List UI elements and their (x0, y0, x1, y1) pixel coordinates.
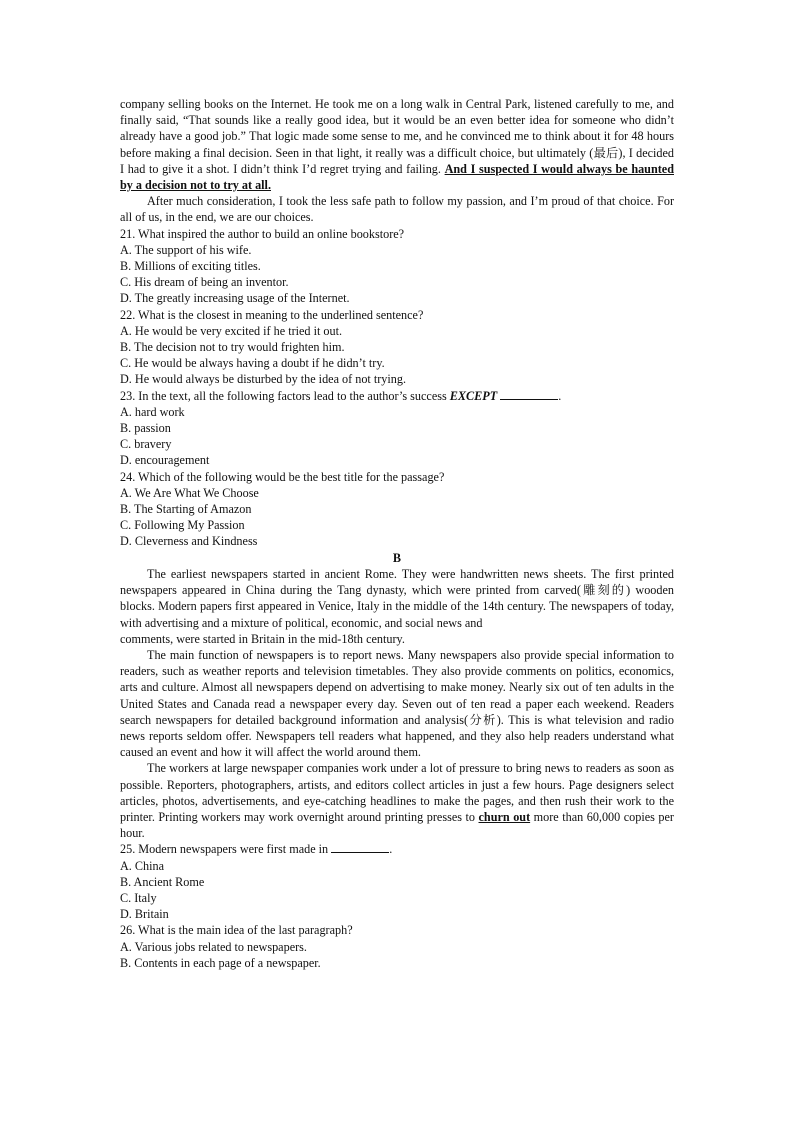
passage-a-paragraph-2: After much consideration, I took the less safe path to follow my passion, and I’m proud of that choice. For all of us, in the end, we are our choices. (120, 194, 674, 225)
question-23 (120, 388, 674, 404)
question-23-option-b: B. passion (120, 421, 171, 436)
answer-blank (500, 389, 558, 400)
question-22-option-d: D. He would always be disturbed by the idea of not trying. (120, 372, 407, 387)
question-26: 26. What is the main idea of the last paragraph? (120, 923, 353, 938)
question-21-option-b: B. Millions of exciting titles. (120, 259, 261, 274)
underlined-sentence: And I suspected I would always be haunted by a decision not to try at all. (120, 161, 674, 193)
except-emphasis: EXCEPT (449, 388, 498, 403)
question-22-option-b: B. The decision not to try would frighten him. (120, 340, 345, 355)
question-21-option-c: C. His dream of being an inventor. (120, 275, 289, 290)
question-25 (120, 841, 674, 857)
question-23-option-d: D. encouragement (120, 453, 210, 468)
answer-blank (331, 842, 389, 853)
passage-a-paragraph-1 (120, 96, 674, 193)
question-22-option-a: A. He would be very excited if he tried it out. (120, 323, 343, 338)
question-25-option-d: D. Britain (120, 907, 169, 922)
question-26-option-b: B. Contents in each page of a newspaper. (120, 955, 321, 970)
question-25-option-b: B. Ancient Rome (120, 874, 205, 889)
question-24-option-a: A. We Are What We Choose (120, 485, 259, 500)
question-21-option-d: D. The greatly increasing usage of the Internet. (120, 291, 350, 306)
passage-b-paragraph-3 (120, 760, 674, 841)
passage-b-paragraph-3-end: more than 60,000 copies per hour. (120, 809, 674, 841)
question-24-option-c: C. Following My Passion (120, 518, 245, 533)
passage-b-paragraph-1: The earliest newspapers started in ancient Rome. They were handwritten news sheets. The first printed newspapers appeared in China during the Tang dynasty, which were printed from carved(雕刻的) wooden blocks. Modern papers first appeared in Venice, Italy in the middle of the 14th century. The newspapers of today, with advertising and a mixture of political, economic, and social news and (120, 566, 674, 630)
passage-b-paragraph-3-text: The workers at large newspaper companies work under a lot of pressure to bring news to readers as soon as possible. Reporters, photographers, artists, and editors collect articles in just a few hours. Page designers select articles, photos, advertisements, and eye-catching headlines to make the pages, and then rush their work to the printer. Printing workers may work overnight around printing presses to (120, 761, 674, 824)
question-21: 21. What inspired the author to build an online bookstore? (120, 226, 405, 241)
question-23-option-a: A. hard work (120, 404, 185, 419)
passage-b-paragraph-2: The main function of newspapers is to report news. Many newspapers also provide special information to readers, such as weather reports and television timetables. They also provide comments on politics, economics, arts and culture. Almost all newspapers depend on advertising to make money. Nearly six out of ten adults in the United States and Canada read a newspaper every day. Seven out of ten read a paper each weekend. Readers search newspapers for detailed background information and analysis(分析). This is what television and radio news reports seldom offer. Newspapers tell readers what happened, and they also help readers understand what caused an event and how it will affect the world around them. (120, 647, 674, 760)
question-25-option-c: C. Italy (120, 890, 157, 905)
question-22-option-c: C. He would be always having a doubt if he didn’t try. (120, 356, 385, 371)
question-23-option-c: C. bravery (120, 437, 172, 452)
passage-a-text: company selling books on the Internet. He took me on a long walk in Central Park, listened carefully to me, and finally said, “That sounds like a really good idea, but it would be an even better idea for someone who didn’t already have a good job.” That logic made some sense to me, and he convinced me to think about it for 48 hours before making a final decision. Seen in that light, it really was a difficult choice, but ultimately (最后), I decided I had to give it a shot. I didn’t think I’d regret trying and failing. (120, 97, 674, 176)
question-24-option-d: D. Cleverness and Kindness (120, 534, 258, 549)
question-21-option-a: A. The support of his wife. (120, 242, 252, 257)
question-25-text: 25. Modern newspapers were first made in (120, 842, 332, 857)
question-24: 24. Which of the following would be the best title for the passage? (120, 469, 445, 484)
question-25-option-a: A. China (120, 858, 165, 873)
passage-b-paragraph-1-continued: comments, were started in Britain in the mid-18th century. (120, 631, 405, 646)
question-22: 22. What is the closest in meaning to the underlined sentence? (120, 307, 424, 322)
question-23-text: 23. In the text, all the following factors lead to the author’s success (120, 388, 450, 403)
question-24-option-b: B. The Starting of Amazon (120, 502, 252, 517)
section-b-heading: B (392, 550, 402, 565)
churn-out-underlined: churn out (478, 809, 531, 824)
question-23-end: . (558, 388, 562, 403)
question-26-option-a: A. Various jobs related to newspapers. (120, 939, 307, 954)
question-25-end: . (389, 842, 393, 857)
